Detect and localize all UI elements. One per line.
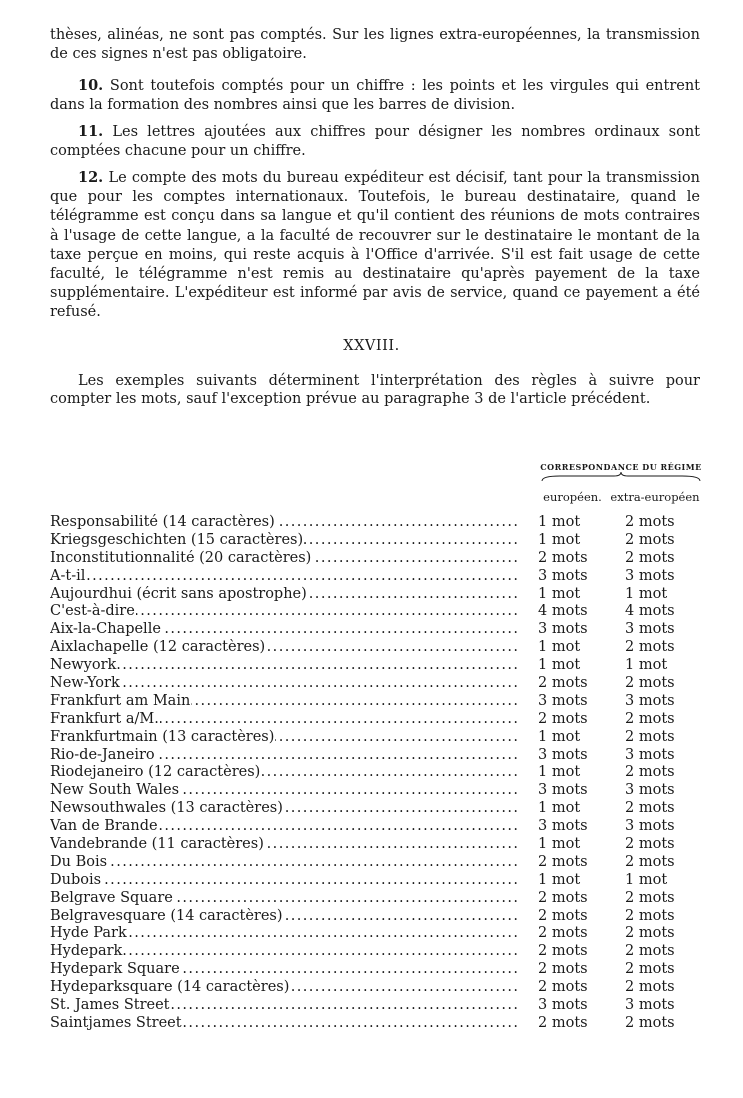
table-row <box>50 890 710 908</box>
european-count: 1 mot <box>538 836 581 853</box>
extra-european-count: 4 mots <box>625 603 675 620</box>
european-count: 2 mots <box>538 907 588 924</box>
row-label-text: Kriegsgeschichten (15 caractères) <box>50 531 304 548</box>
extra-european-count: 3 mots <box>625 621 675 638</box>
row-label <box>50 675 520 693</box>
table-row <box>50 925 710 943</box>
row-label <box>50 961 520 979</box>
paragraph-text: Sont toutefois comptés pour un chiffre : les points et les virgules qui entrent dans la formation des nombres ainsi que les barres de division. <box>50 78 700 114</box>
table-row <box>50 639 710 657</box>
row-label-text: Hyde Park <box>50 925 127 942</box>
row-label <box>50 997 520 1015</box>
extra-european-count: 2 mots <box>625 514 675 530</box>
row-label <box>50 657 520 675</box>
european-count: 1 mot <box>538 657 581 674</box>
row-label <box>50 800 520 818</box>
column-header-extra-european: extra-européen <box>610 490 700 504</box>
paragraph-text: Les lettres ajoutées aux chiffres pour désigner les nombres ordinaux sont comptées chacune pour un chiffre. <box>50 124 700 160</box>
table-row <box>50 603 710 621</box>
row-label-text: Aujourdhui (écrit sans apostrophe) <box>50 585 307 602</box>
row-label <box>50 693 520 711</box>
row-label-text: Saintjames Street <box>50 1014 182 1031</box>
row-label <box>50 782 520 800</box>
extra-european-count: 2 mots <box>625 836 675 853</box>
european-count: 1 mot <box>538 871 581 888</box>
row-label <box>50 603 520 621</box>
row-label-text: Rio-de-Janeiro <box>50 746 155 763</box>
extra-european-count: 2 mots <box>625 907 675 924</box>
table-row <box>50 943 710 961</box>
row-label-text: Belgravesquare (14 caractères) <box>50 907 283 924</box>
table-row <box>50 764 710 782</box>
european-count: 2 mots <box>538 961 588 978</box>
european-count: 2 mots <box>538 549 588 566</box>
extra-european-count: 2 mots <box>625 925 675 942</box>
table-row <box>50 997 710 1015</box>
row-label <box>50 908 520 926</box>
row-label-text: Responsabilité (14 caractères) <box>50 514 275 530</box>
row-label-text: Newsouthwales (13 caractères) <box>50 800 283 817</box>
row-label <box>50 621 520 639</box>
row-label <box>50 532 520 550</box>
european-count: 4 mots <box>538 603 588 620</box>
row-label-text: Frankfurt a/M. <box>50 710 159 727</box>
column-header-european: européen. <box>543 490 602 504</box>
extra-european-count: 2 mots <box>625 531 675 548</box>
extra-european-count: 2 mots <box>625 710 675 727</box>
european-count: 1 mot <box>538 531 581 548</box>
extra-european-count: 2 mots <box>625 979 675 996</box>
row-label-text: Du Bois <box>50 853 108 870</box>
paragraph-10 <box>50 76 700 115</box>
european-count: 3 mots <box>538 782 588 799</box>
row-label <box>50 764 520 782</box>
row-label <box>50 586 520 604</box>
row-label-text: St. James Street <box>50 997 170 1014</box>
section-heading: XXVIII. <box>343 338 400 354</box>
extra-european-count: 2 mots <box>625 853 675 870</box>
table-row <box>50 854 710 872</box>
extra-european-count: 2 mots <box>625 675 675 692</box>
european-count: 3 mots <box>538 692 588 709</box>
extra-european-count: 1 mot <box>625 871 668 888</box>
table-row <box>50 693 710 711</box>
european-count: 3 mots <box>538 818 588 835</box>
row-label <box>50 550 520 568</box>
paragraph-number: 12. <box>78 169 104 186</box>
row-label-text: Aixlachapelle (12 caractères) <box>50 639 266 656</box>
word-count-table <box>50 514 710 1033</box>
extra-european-count: 3 mots <box>625 997 675 1014</box>
extra-european-count: 2 mots <box>625 764 675 781</box>
extra-european-count: 2 mots <box>625 549 675 566</box>
brace-divider <box>540 472 702 482</box>
row-label-text: Riodejaneiro (12 caractères) <box>50 764 261 781</box>
row-label-text: Inconstitutionnalité (20 caractères) <box>50 549 312 566</box>
row-label <box>50 729 520 747</box>
table-row <box>50 675 710 693</box>
table-row <box>50 747 710 765</box>
table-row <box>50 532 710 550</box>
extra-european-count: 2 mots <box>625 943 675 960</box>
row-label <box>50 568 520 586</box>
row-label-text: Dubois <box>50 871 102 888</box>
paragraph-text: Le compte des mots du bureau expéditeur est décisif, tant pour la transmission que pour les comptes internationaux. Toutefois, le bureau destinataire, quand le télégramme est conçu dans sa langue et qu'il contient des réunions de mots contraires à l'usage de cette langue, a la faculté de recouvrer sur le destinataire le montant de la taxe perçue en moins, qui reste acquis à l'Office d'arrivée. S'il est fait usage de cette faculté, le télégramme n'est remis au destinataire qu'après payement de la taxe supplémentaire. L'expéditeur est informé par avis de service, quand ce payement a été refusé. <box>50 170 700 321</box>
european-count: 1 mot <box>538 639 581 656</box>
european-count: 2 mots <box>538 979 588 996</box>
european-count: 1 mot <box>538 585 581 602</box>
european-count: 1 mot <box>538 764 581 781</box>
extra-european-count: 3 mots <box>625 818 675 835</box>
extra-european-count: 2 mots <box>625 800 675 817</box>
extra-european-count: 2 mots <box>625 961 675 978</box>
table-row <box>50 872 710 890</box>
table-row <box>50 711 710 729</box>
table-row <box>50 800 710 818</box>
european-count: 2 mots <box>538 710 588 727</box>
table-row <box>50 657 710 675</box>
european-count: 3 mots <box>538 997 588 1014</box>
table-row <box>50 621 710 639</box>
row-label <box>50 639 520 657</box>
row-label-text: Vandebrande (11 caractères) <box>50 836 264 853</box>
row-label-text: Hydepark Square <box>50 961 180 978</box>
table-row <box>50 961 710 979</box>
row-label <box>50 854 520 872</box>
paragraph-number: 11. <box>78 123 104 140</box>
table-row <box>50 908 710 926</box>
paragraph-text: thèses, alinéas, ne sont pas comptés. Sur les lignes extra-européennes, la transmission de ces signes n'est pas obligatoire. <box>50 27 700 63</box>
paragraph-12 <box>50 168 700 323</box>
row-label <box>50 925 520 943</box>
european-count: 3 mots <box>538 621 588 638</box>
european-count: 2 mots <box>538 925 588 942</box>
extra-european-count: 1 mot <box>625 585 668 602</box>
intro-paragraph <box>50 372 700 408</box>
row-label <box>50 514 520 532</box>
row-label-text: New South Wales <box>50 782 180 799</box>
row-label-text: A-t-il <box>50 567 86 584</box>
table-row <box>50 514 710 532</box>
european-count: 1 mot <box>538 514 581 530</box>
extra-european-count: 1 mot <box>625 657 668 674</box>
european-count: 2 mots <box>538 853 588 870</box>
paragraph-11 <box>50 122 700 161</box>
row-label <box>50 711 520 729</box>
european-count: 2 mots <box>538 675 588 692</box>
extra-european-count: 2 mots <box>625 639 675 656</box>
extra-european-count: 2 mots <box>625 889 675 906</box>
table-row <box>50 1015 710 1033</box>
extra-european-count: 3 mots <box>625 782 675 799</box>
extra-european-count: 2 mots <box>625 1014 675 1031</box>
row-label-text: Belgrave Square <box>50 889 173 906</box>
european-count: 1 mot <box>538 800 581 817</box>
row-label-text: Aix-la-Chapelle <box>50 621 161 638</box>
extra-european-count: 3 mots <box>625 692 675 709</box>
row-label <box>50 747 520 765</box>
table-row <box>50 586 710 604</box>
european-count: 2 mots <box>538 1014 588 1031</box>
european-count: 1 mot <box>538 728 581 745</box>
row-label <box>50 943 520 961</box>
row-label-text: Van de Brande <box>50 818 158 835</box>
row-label-text: Hydeparksquare (14 caractères) <box>50 979 290 996</box>
table-group-header: CORRESPONDANCE DU RÉGIME <box>540 462 702 472</box>
intro-text: Les exemples suivants déterminent l'interprétation des règles à suivre pour compter les mots, sauf l'exception prévue au paragraphe 3 de l'article précédent. <box>50 373 700 407</box>
table-row <box>50 729 710 747</box>
paragraph-number: 10. <box>78 77 104 94</box>
extra-european-count: 3 mots <box>625 746 675 763</box>
row-label <box>50 836 520 854</box>
european-count: 2 mots <box>538 889 588 906</box>
extra-european-count: 2 mots <box>625 728 675 745</box>
row-label <box>50 1015 520 1033</box>
table-row <box>50 836 710 854</box>
row-label <box>50 818 520 836</box>
european-count: 2 mots <box>538 943 588 960</box>
row-label <box>50 890 520 908</box>
row-label-text: Frankfurtmain (13 caractères) <box>50 728 275 745</box>
row-label <box>50 872 520 890</box>
row-label-text: New-York <box>50 675 120 692</box>
row-label-text: Hydepark <box>50 943 123 960</box>
table-row <box>50 979 710 997</box>
european-count: 3 mots <box>538 567 588 584</box>
row-label-text: C'est-à-dire <box>50 603 135 620</box>
table-row <box>50 818 710 836</box>
row-label <box>50 979 520 997</box>
row-label-text: Frankfurt am Main <box>50 692 191 709</box>
extra-european-count: 3 mots <box>625 567 675 584</box>
paragraph-continuation <box>50 26 700 64</box>
table-row <box>50 550 710 568</box>
table-row <box>50 568 710 586</box>
row-label-text: Newyork <box>50 657 117 674</box>
table-row <box>50 782 710 800</box>
european-count: 3 mots <box>538 746 588 763</box>
